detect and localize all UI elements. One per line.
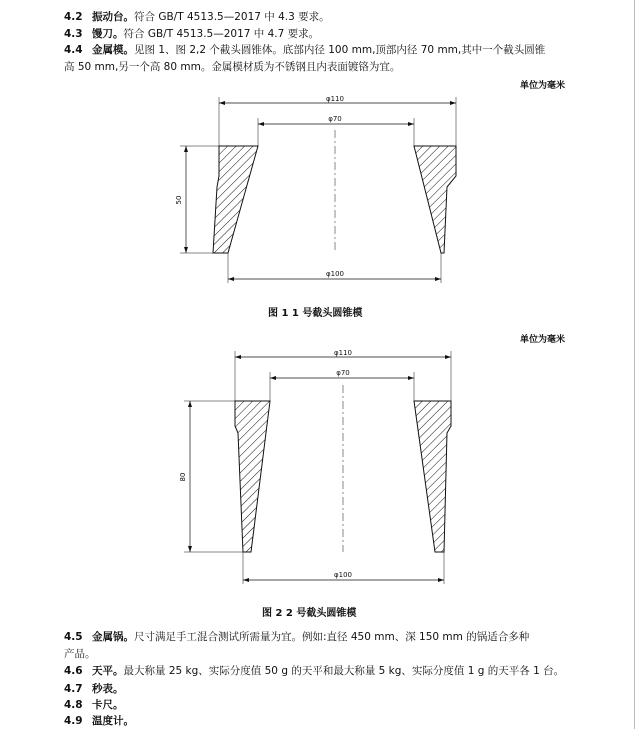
figure-caption: 图 2 2 号截头圆锥模 [262,608,357,619]
clause-text-continued: 高 50 mm,另一个高 80 mm。金属模材质为不锈钢且内表面镀铬为宜。 [64,61,401,73]
clause-number: 4.4 [64,44,83,56]
clause-title: 温度计。 [92,715,134,727]
clause-number: 4.8 [64,699,83,711]
clause-number: 4.2 [64,11,83,23]
clause-body: 符合 GB/T 4513.5—2017 中 4.7 要求。 [123,28,320,40]
clause-body: 见图 1、图 2,2 个截头圆锥体。底部内径 100 mm,顶部内径 70 mm,其中一个截头圆锥 [134,44,546,56]
clause-text [92,43,545,57]
clause-text [92,27,319,41]
clause-body: 符合 GB/T 4513.5—2017 中 4.3 要求。 [134,11,330,23]
clause-title: 天平。 [92,665,124,677]
clause-title: 金属模。 [92,44,134,56]
clause-number: 4.6 [64,665,83,677]
clause-text [92,682,124,696]
clause-title: 馒刀。 [92,28,124,40]
dim-bottom: φ100 [326,270,344,278]
clause-title: 金属锅。 [92,631,134,643]
clause-number: 4.3 [64,28,83,40]
dim-bottom: φ100 [334,571,352,579]
clause-text [92,714,134,728]
dim-top: φ110 [334,349,352,357]
dim-top: φ110 [326,95,344,103]
clause-title: 振动台。 [92,11,134,23]
dim-inner: φ70 [336,369,350,377]
dim-height: 50 [175,195,183,205]
clause-text [92,10,330,24]
clause-text [92,698,124,712]
clause-text-continued: 产品。 [64,648,96,660]
unit-label: 单位为毫米 [519,81,565,91]
clause-text [92,664,564,678]
figure-caption: 图 1 1 号截头圆锥模 [268,308,363,319]
clause-text [92,630,529,644]
clause-body: 尺寸满足手工混合测试所需量为宜。例如:直径 450 mm、深 150 mm 的锅适合多种 [134,631,530,643]
clause-number: 4.7 [64,683,83,695]
unit-label: 单位为毫米 [519,335,565,345]
figure-2-drawing [0,340,635,610]
clause-title: 卡尺。 [92,699,124,711]
clause-number: 4.9 [64,715,83,727]
clause-title: 秒表。 [92,683,124,695]
clause-body: 最大称量 25 kg、实际分度值 50 g 的天平和最大称量 5 kg、实际分度值 1 g 的天平各 1 台。 [123,665,565,677]
dim-inner: φ70 [328,115,342,123]
dim-height: 80 [179,472,187,482]
clause-number: 4.5 [64,631,83,643]
